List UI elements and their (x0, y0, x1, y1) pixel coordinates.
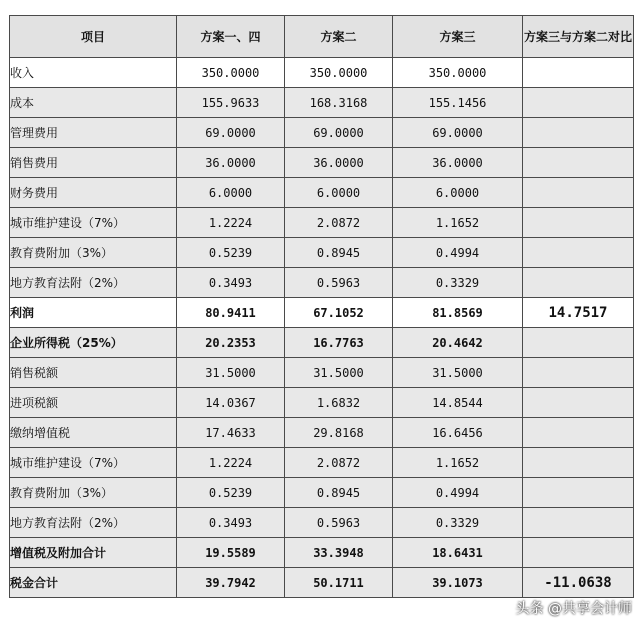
row-label-cell: 地方教育法附（2%） (10, 268, 177, 298)
table-row (10, 118, 634, 148)
row-label-cell: 教育费附加（3%） (10, 238, 177, 268)
plan-2-cell: 1.6832 (285, 388, 393, 418)
plan-1-4-cell: 1.2224 (177, 448, 285, 478)
header-plan-2: 方案二 (285, 16, 393, 58)
comparison-cell (523, 268, 634, 298)
plan-2-cell: 16.7763 (285, 328, 393, 358)
table-row (10, 568, 634, 598)
row-label-cell: 城市维护建设（7%） (10, 208, 177, 238)
row-label-cell: 销售费用 (10, 148, 177, 178)
row-label-cell: 企业所得税（25%） (10, 328, 177, 358)
header-plan-3-vs-2: 方案三与方案二对比 (523, 16, 634, 58)
plan-1-4-cell: 1.2224 (177, 208, 285, 238)
plan-3-cell: 0.3329 (393, 268, 523, 298)
plan-3-cell: 6.0000 (393, 178, 523, 208)
table-row (10, 538, 634, 568)
row-label-cell: 管理费用 (10, 118, 177, 148)
comparison-cell (523, 538, 634, 568)
plan-3-cell: 350.0000 (393, 58, 523, 88)
plan-1-4-cell: 69.0000 (177, 118, 285, 148)
row-label-cell: 收入 (10, 58, 177, 88)
plan-3-cell: 14.8544 (393, 388, 523, 418)
row-label-cell: 销售税额 (10, 358, 177, 388)
row-label-cell: 财务费用 (10, 178, 177, 208)
comparison-cell (523, 58, 634, 88)
plan-2-cell: 0.5963 (285, 268, 393, 298)
plan-2-cell: 0.8945 (285, 238, 393, 268)
plan-1-4-cell: 0.5239 (177, 478, 285, 508)
plan-3-cell: 81.8569 (393, 298, 523, 328)
comparison-table (9, 15, 634, 598)
plan-2-cell: 2.0872 (285, 448, 393, 478)
table-row (10, 388, 634, 418)
comparison-cell (523, 238, 634, 268)
row-label-cell: 地方教育法附（2%） (10, 508, 177, 538)
plan-2-cell: 69.0000 (285, 118, 393, 148)
plan-3-cell: 16.6456 (393, 418, 523, 448)
plan-2-cell: 350.0000 (285, 58, 393, 88)
row-label-cell: 城市维护建设（7%） (10, 448, 177, 478)
plan-1-4-cell: 80.9411 (177, 298, 285, 328)
plan-1-4-cell: 36.0000 (177, 148, 285, 178)
table-row (10, 208, 634, 238)
comparison-cell (523, 208, 634, 238)
row-label-cell: 增值税及附加合计 (10, 538, 177, 568)
plan-3-cell: 1.1652 (393, 208, 523, 238)
table-row (10, 418, 634, 448)
comparison-cell (523, 358, 634, 388)
plan-2-cell: 0.5963 (285, 508, 393, 538)
plan-3-cell: 1.1652 (393, 448, 523, 478)
row-label-cell: 进项税额 (10, 388, 177, 418)
table-row (10, 358, 634, 388)
comparison-cell (523, 448, 634, 478)
table-row (10, 58, 634, 88)
plan-3-cell: 69.0000 (393, 118, 523, 148)
plan-1-4-cell: 6.0000 (177, 178, 285, 208)
table-row (10, 508, 634, 538)
plan-1-4-cell: 0.3493 (177, 508, 285, 538)
plan-3-cell: 39.1073 (393, 568, 523, 598)
row-label-cell: 缴纳增值税 (10, 418, 177, 448)
plan-1-4-cell: 39.7942 (177, 568, 285, 598)
plan-2-cell: 67.1052 (285, 298, 393, 328)
row-label-cell: 成本 (10, 88, 177, 118)
plan-2-cell: 2.0872 (285, 208, 393, 238)
plan-2-cell: 36.0000 (285, 148, 393, 178)
comparison-cell: -11.0638 (523, 568, 634, 598)
plan-3-cell: 18.6431 (393, 538, 523, 568)
plan-1-4-cell: 155.9633 (177, 88, 285, 118)
header-item: 项目 (10, 16, 177, 58)
header-row (10, 16, 634, 58)
comparison-cell (523, 508, 634, 538)
comparison-cell (523, 418, 634, 448)
comparison-cell (523, 118, 634, 148)
plan-2-cell: 50.1711 (285, 568, 393, 598)
table-row (10, 178, 634, 208)
row-label-cell: 利润 (10, 298, 177, 328)
comparison-cell (523, 178, 634, 208)
row-label-cell: 教育费附加（3%） (10, 478, 177, 508)
plan-3-cell: 0.4994 (393, 478, 523, 508)
table-row (10, 478, 634, 508)
plan-1-4-cell: 14.0367 (177, 388, 285, 418)
comparison-cell (523, 88, 634, 118)
plan-3-cell: 0.4994 (393, 238, 523, 268)
table-row (10, 328, 634, 358)
comparison-cell (523, 328, 634, 358)
plan-3-cell: 0.3329 (393, 508, 523, 538)
plan-1-4-cell: 17.4633 (177, 418, 285, 448)
table-row (10, 88, 634, 118)
plan-2-cell: 0.8945 (285, 478, 393, 508)
plan-2-cell: 31.5000 (285, 358, 393, 388)
plan-2-cell: 29.8168 (285, 418, 393, 448)
plan-3-cell: 20.4642 (393, 328, 523, 358)
plan-2-cell: 33.3948 (285, 538, 393, 568)
header-plan-3: 方案三 (393, 16, 523, 58)
table-row (10, 268, 634, 298)
header-plan-1-4: 方案一、四 (177, 16, 285, 58)
plan-1-4-cell: 20.2353 (177, 328, 285, 358)
plan-1-4-cell: 19.5589 (177, 538, 285, 568)
comparison-cell: 14.7517 (523, 298, 634, 328)
table-row (10, 298, 634, 328)
comparison-cell (523, 478, 634, 508)
comparison-cell (523, 388, 634, 418)
table-row (10, 148, 634, 178)
table-row (10, 238, 634, 268)
table-row (10, 448, 634, 478)
row-label-cell: 税金合计 (10, 568, 177, 598)
plan-3-cell: 155.1456 (393, 88, 523, 118)
plan-3-cell: 36.0000 (393, 148, 523, 178)
plan-1-4-cell: 31.5000 (177, 358, 285, 388)
plan-1-4-cell: 350.0000 (177, 58, 285, 88)
watermark: 头条 @共享会计师 (515, 601, 632, 617)
plan-1-4-cell: 0.3493 (177, 268, 285, 298)
plan-1-4-cell: 0.5239 (177, 238, 285, 268)
plan-3-cell: 31.5000 (393, 358, 523, 388)
plan-2-cell: 168.3168 (285, 88, 393, 118)
comparison-cell (523, 148, 634, 178)
plan-2-cell: 6.0000 (285, 178, 393, 208)
